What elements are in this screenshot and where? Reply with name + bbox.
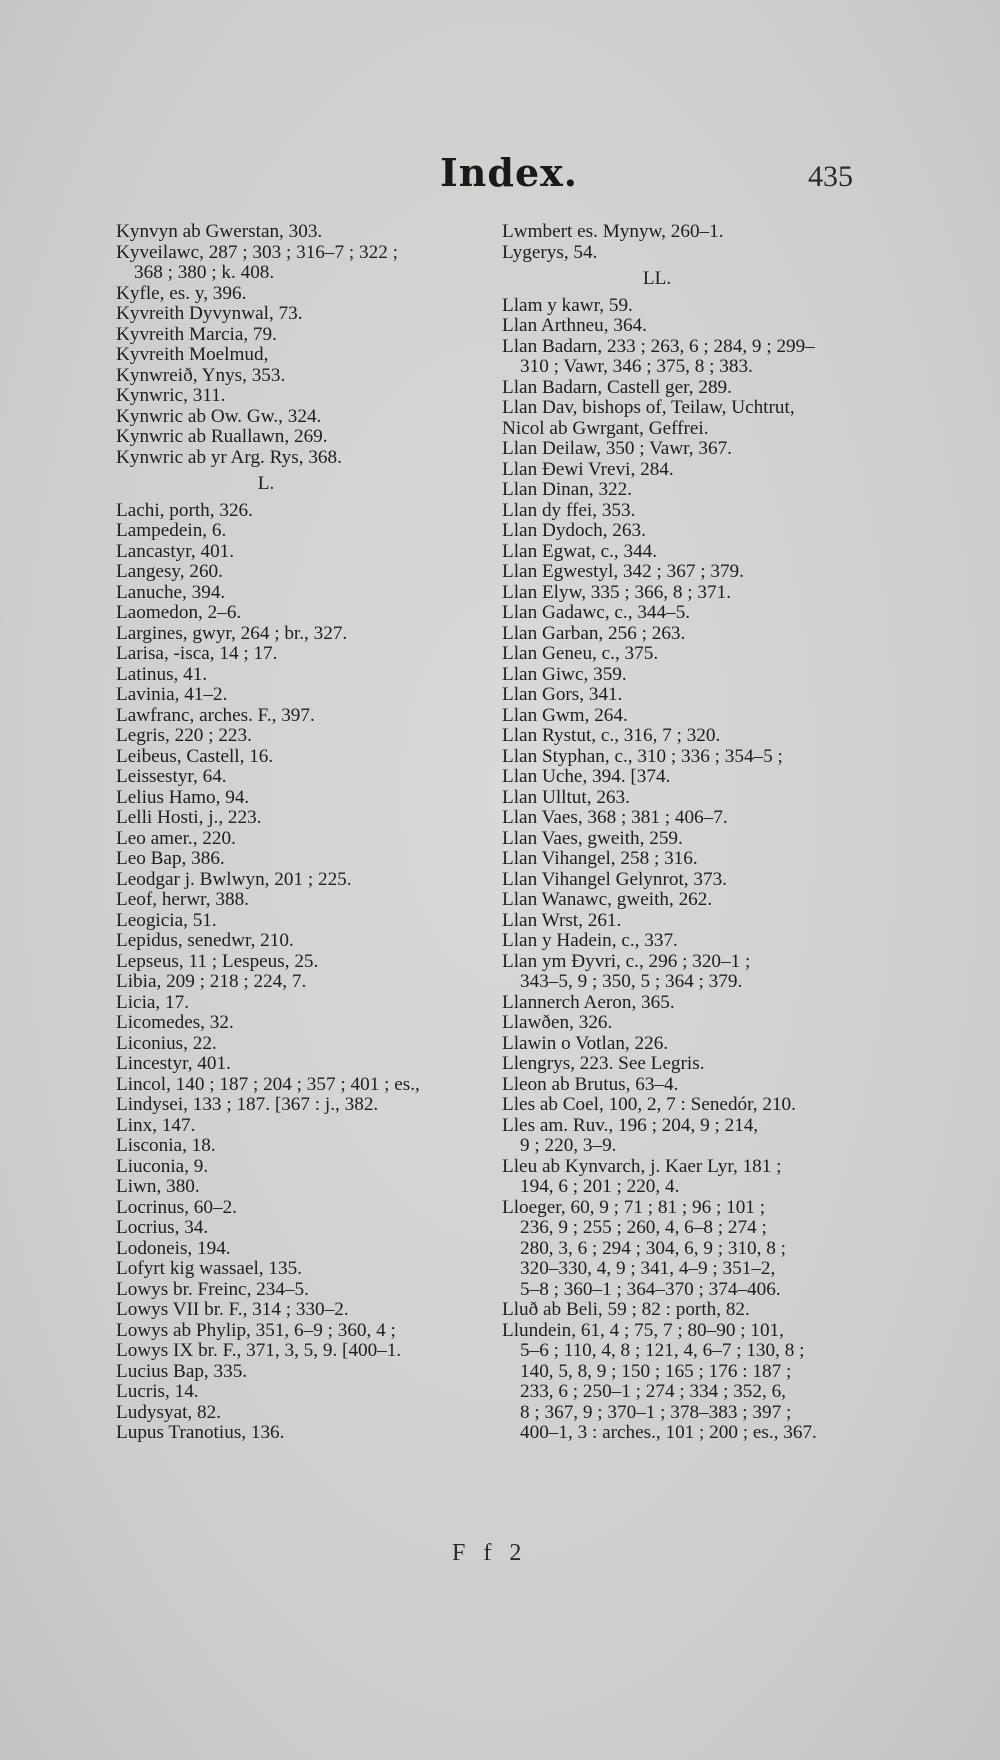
index-entry-continuation: 233, 6 ; 250–1 ; 274 ; 334 ; 352, 6, <box>520 1381 786 1402</box>
index-entry-continuation: 5–6 ; 110, 4, 8 ; 121, 4, 6–7 ; 130, 8 ; <box>520 1340 805 1361</box>
index-entry: Leibeus, Castell, 16. <box>116 745 274 767</box>
index-entry-continuation: 310 ; Vawr, 346 ; 375, 8 ; 383. <box>520 356 753 377</box>
index-entry: Kyvreith Moelmud, <box>116 344 269 365</box>
index-entry: Kyveilawc, 287 ; 303 ; 316–7 ; 322 ; <box>116 241 398 263</box>
index-entry: Leo Bap, 386. <box>116 848 225 869</box>
index-entry: Lincestyr, 401. <box>116 1053 231 1074</box>
index-entry-continuation: 368 ; 380 ; k. 408. <box>134 262 275 283</box>
index-entry: Lowys IX br. F., 371, 3, 5, 9. [400–1. <box>116 1340 402 1361</box>
index-entry: Lygerys, 54. <box>502 241 598 263</box>
printer-signature: F f 2 <box>452 1540 528 1566</box>
index-entry: Locrius, 34. <box>116 1217 209 1238</box>
index-entry: Llan Styphan, c., 310 ; 336 ; 354–5 ; <box>502 745 783 767</box>
index-entry: Llan Dinan, 322. <box>502 479 633 500</box>
index-entry: Lles am. Ruv., 196 ; 204, 9 ; 214, <box>502 1114 759 1136</box>
index-entry: Licomedes, 32. <box>116 1012 234 1033</box>
index-entry: Lampedein, 6. <box>116 520 227 541</box>
index-entry: Lofyrt kig wassael, 135. <box>116 1258 302 1279</box>
index-entry: Kyfle, es. y, 396. <box>116 282 247 304</box>
index-entry: Lanuche, 394. <box>116 581 226 603</box>
index-entry: Llundein, 61, 4 ; 75, 7 ; 80–90 ; 101, <box>502 1319 784 1341</box>
index-entry: Llan Ðewi Vrevi, 284. <box>502 458 674 480</box>
index-entry: Lancastyr, 401. <box>116 540 235 562</box>
index-entry: Llan Arthneu, 364. <box>502 315 647 336</box>
index-entry: Llannerch Aeron, 365. <box>502 991 675 1013</box>
index-entry: Llan Dav, bishops of, Teilaw, Uchtrut, <box>502 397 795 418</box>
index-entry: Llan Dydoch, 263. <box>502 520 646 541</box>
index-entry: Latinus, 41. <box>116 663 208 685</box>
index-entry: Lowys VII br. F., 314 ; 330–2. <box>116 1299 349 1320</box>
index-entry: Llan Vihangel Gelynrot, 373. <box>502 868 727 890</box>
index-entry: Llawin o Votlan, 226. <box>502 1032 669 1054</box>
index-entry: Llan Gadawc, c., 344–5. <box>502 602 691 623</box>
index-entry: Kynwric ab Ruallawn, 269. <box>116 426 328 447</box>
index-entry: Llan Wanawc, gweith, 262. <box>502 889 713 910</box>
index-entry: Kynwreið, Ynys, 353. <box>116 364 286 386</box>
index-entry: Llan Vihangel, 258 ; 316. <box>502 848 698 869</box>
index-entry: Largines, gwyr, 264 ; br., 327. <box>116 622 348 644</box>
index-entry: Legris, 220 ; 223. <box>116 725 252 746</box>
index-entry: Langesy, 260. <box>116 561 223 582</box>
index-entry-continuation: 9 ; 220, 3–9. <box>520 1135 617 1156</box>
index-entry: Leof, herwr, 388. <box>116 889 249 910</box>
index-entry: Lincol, 140 ; 187 ; 204 ; 357 ; 401 ; es., <box>116 1073 420 1095</box>
index-entry: Llan Ulltut, 263. <box>502 786 630 808</box>
index-entry: Llan Wrst, 261. <box>502 909 622 931</box>
index-entry-continuation: 320–330, 4, 9 ; 341, 4–9 ; 351–2, <box>520 1258 776 1279</box>
index-entry: Llan Garban, 256 ; 263. <box>502 622 686 644</box>
index-entry: Laomedon, 2–6. <box>116 602 242 623</box>
index-entry: Larisa, -isca, 14 ; 17. <box>116 643 278 664</box>
index-entry: Lachi, porth, 326. <box>116 499 253 521</box>
index-entry: Liuconia, 9. <box>116 1155 209 1177</box>
index-column-left <box>116 222 486 1444</box>
index-entry: Kyvreith Marcia, 79. <box>116 323 277 345</box>
index-entry: Lowys br. Freinc, 234–5. <box>116 1278 309 1300</box>
index-entry: Lepseus, 11 ; Lespeus, 25. <box>116 950 319 972</box>
section-heading: L. <box>257 473 275 494</box>
index-entry-continuation: 343–5, 9 ; 350, 5 ; 364 ; 379. <box>520 971 743 992</box>
page-number: 435 <box>808 160 853 193</box>
index-entry: Kynwric ab yr Arg. Rys, 368. <box>116 446 342 468</box>
index-entry: Llam y kawr, 59. <box>502 294 633 316</box>
index-entry: Lisconia, 18. <box>116 1135 216 1156</box>
index-entry: Lucius Bap, 335. <box>116 1360 248 1382</box>
index-entry: Llan dy ffei, 353. <box>502 499 636 521</box>
index-entry: Llan Gors, 341. <box>502 684 623 705</box>
section-heading: LL. <box>642 268 672 289</box>
index-entry: Leissestyr, 64. <box>116 766 227 787</box>
index-entry: Llengrys, 223. See Legris. <box>502 1053 705 1074</box>
index-entry: Llan Egwat, c., 344. <box>502 540 658 562</box>
index-entry: Lodoneis, 194. <box>116 1237 231 1259</box>
index-entry: Kynvyn ab Gwerstan, 303. <box>116 221 323 242</box>
index-entry: Lles ab Coel, 100, 2, 7 : Senedór, 210. <box>502 1094 796 1115</box>
index-entry: Lawfranc, arches. F., 397. <box>116 704 315 726</box>
index-entry: Leogicia, 51. <box>116 909 217 931</box>
index-entry: Llan Egwestyl, 342 ; 367 ; 379. <box>502 561 744 582</box>
index-entry: Leodgar j. Bwlwyn, 201 ; 225. <box>116 868 352 890</box>
index-entry-continuation: 400–1, 3 : arches., 101 ; 200 ; es., 367. <box>520 1422 817 1443</box>
index-entry: Llan Vaes, 368 ; 381 ; 406–7. <box>502 807 728 828</box>
index-entry: Llan Giwc, 359. <box>502 663 627 685</box>
index-entry: Locrinus, 60–2. <box>116 1196 237 1218</box>
index-entry: Libia, 209 ; 218 ; 224, 7. <box>116 971 307 992</box>
index-entry: Llan Gwm, 264. <box>502 704 628 726</box>
index-entry: Lepidus, senedwr, 210. <box>116 930 294 951</box>
index-entry-continuation: 194, 6 ; 201 ; 220, 4. <box>520 1176 680 1197</box>
index-entry-continuation: 5–8 ; 360–1 ; 364–370 ; 374–406. <box>520 1278 781 1300</box>
index-entry: Llan Badarn, Castell ger, 289. <box>502 376 732 398</box>
index-entry: Llan y Hadein, c., 337. <box>502 930 678 951</box>
index-entry: Lowys ab Phylip, 351, 6–9 ; 360, 4 ; <box>116 1319 396 1341</box>
index-entry: Lleu ab Kynvarch, j. Kaer Lyr, 181 ; <box>502 1155 782 1177</box>
index-entry: Kynwric, 311. <box>116 385 226 406</box>
index-entry: Lindysei, 133 ; 187. [367 : j., 382. <box>116 1094 379 1115</box>
index-entry: Llan Badarn, 233 ; 263, 6 ; 284, 9 ; 299– <box>502 335 815 357</box>
page-title: Index. <box>440 150 579 195</box>
index-entry: Llan ym Ðyvri, c., 296 ; 320–1 ; <box>502 950 751 972</box>
index-entry: Lavinia, 41–2. <box>116 684 228 705</box>
index-entry: Ludysyat, 82. <box>116 1401 221 1423</box>
index-entry: Llan Elyw, 335 ; 366, 8 ; 371. <box>502 581 731 603</box>
index-entry: Lucris, 14. <box>116 1381 199 1402</box>
index-entry: Kynwric ab Ow. Gw., 324. <box>116 405 322 427</box>
index-entry: Llan Deilaw, 350 ; Vawr, 367. <box>502 438 732 459</box>
index-entry-continuation: 236, 9 ; 255 ; 260, 4, 6–8 ; 274 ; <box>520 1217 767 1238</box>
index-entry-continuation: 280, 3, 6 ; 294 ; 304, 6, 9 ; 310, 8 ; <box>520 1237 786 1259</box>
index-entry: Linx, 147. <box>116 1114 196 1136</box>
index-entry: Kyvreith Dyvynwal, 73. <box>116 303 303 324</box>
index-entry: Nicol ab Gwrgant, Geffrei. <box>502 417 709 439</box>
index-entry: Lluð ab Beli, 59 ; 82 : porth, 82. <box>502 1299 750 1320</box>
index-entry: Licia, 17. <box>116 991 189 1013</box>
index-entry: Liconius, 22. <box>116 1032 217 1054</box>
index-entry: Lloeger, 60, 9 ; 71 ; 81 ; 96 ; 101 ; <box>502 1196 766 1218</box>
index-entry: Liwn, 380. <box>116 1176 200 1197</box>
index-entry: Lupus Tranotius, 136. <box>116 1422 285 1443</box>
index-entry-continuation: 8 ; 367, 9 ; 370–1 ; 378–383 ; 397 ; <box>520 1401 792 1423</box>
index-entry: Lwmbert es. Mynyw, 260–1. <box>502 221 724 242</box>
index-entry: Llawðen, 326. <box>502 1012 613 1033</box>
index-column-right <box>502 222 872 1444</box>
index-entry: Llan Vaes, gweith, 259. <box>502 827 683 849</box>
index-entry: Lleon ab Brutus, 63–4. <box>502 1073 679 1095</box>
index-entry: Lelli Hosti, j., 223. <box>116 807 262 828</box>
index-entry: Llan Uche, 394. [374. <box>502 766 671 787</box>
index-entry-continuation: 140, 5, 8, 9 ; 150 ; 165 ; 176 : 187 ; <box>520 1360 792 1382</box>
index-entry: Leo amer., 220. <box>116 827 236 849</box>
index-entry: Llan Rystut, c., 316, 7 ; 320. <box>502 725 721 746</box>
index-entry: Llan Geneu, c., 375. <box>502 643 659 664</box>
index-entry: Lelius Hamo, 94. <box>116 786 250 808</box>
